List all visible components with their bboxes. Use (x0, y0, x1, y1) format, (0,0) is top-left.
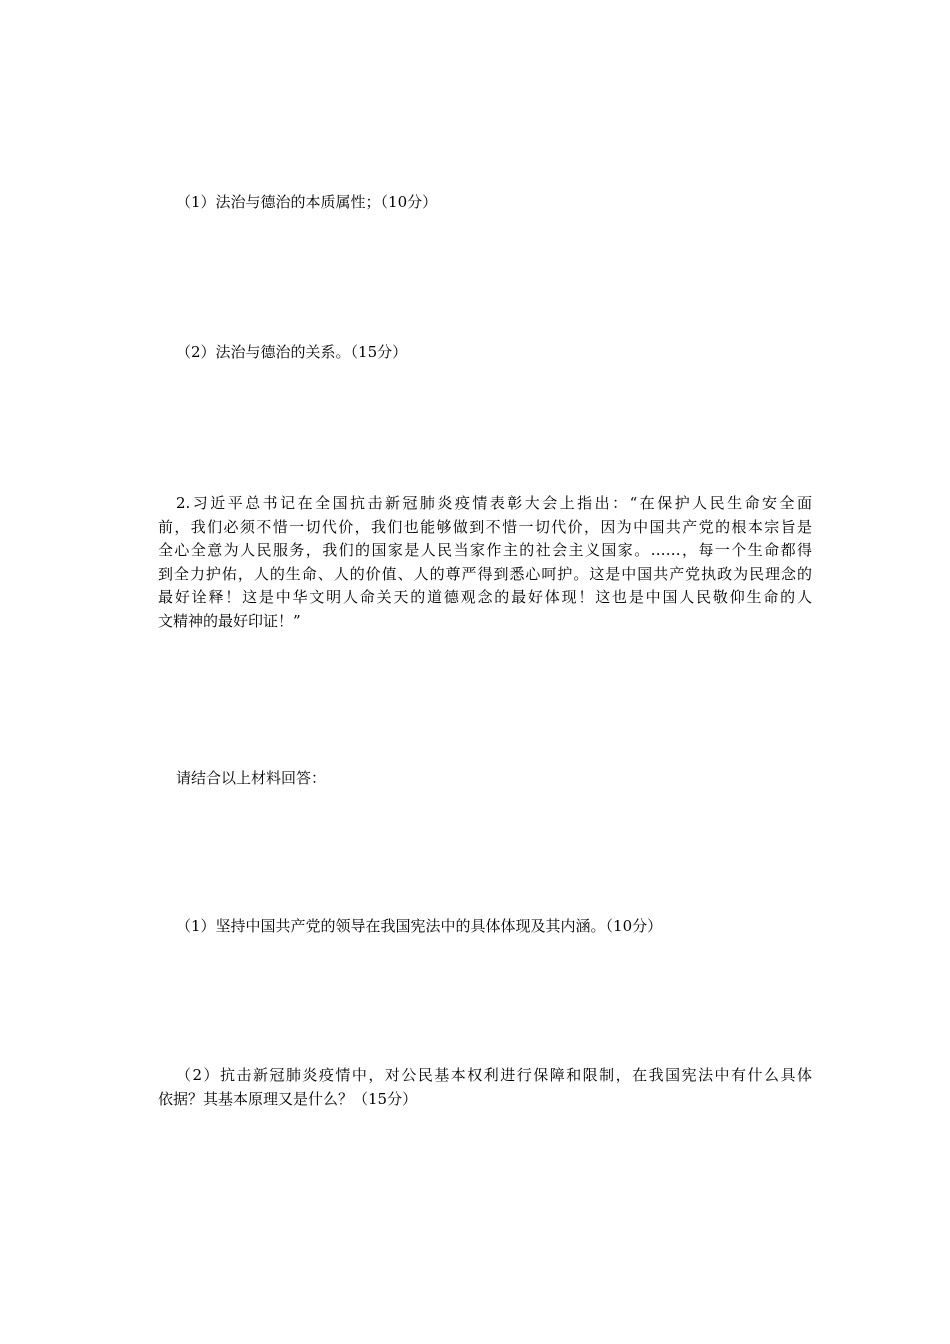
material-line: 全心全意为人民服务，我们的国家是人民当家作主的社会主义国家。……，每一个生命都得 (158, 541, 812, 559)
question-2-sub-2 (158, 1064, 812, 1111)
material-line: 文精神的最好印证！” (158, 611, 301, 630)
sub-2-line: （2）抗击新冠肺炎疫情中，对公民基本权利进行保障和限制，在我国宪法中有什么具体 (176, 1066, 812, 1084)
question-2-sub-1: （1）坚持中国共产党的领导在我国宪法中的具体体现及其内涵。（10分） (176, 917, 663, 935)
material-line: 到全力护佑，人的生命、人的价值、人的尊严得到悉心呵护。这是中国共产党执政为民理念的 (158, 564, 812, 583)
question-2-prompt: 请结合以上材料回答： (176, 769, 327, 787)
question-1-sub-1: （1）法治与德治的本质属性；（10分） (176, 193, 438, 211)
material-line: 2.习近平总书记在全国抗击新冠肺炎疫情表彰大会上指出：“在保护人民生命安全面 (176, 494, 812, 512)
sub-2-line: 依据？其基本原理又是什么？（15分） (158, 1089, 418, 1108)
question-2-material (158, 492, 812, 633)
material-line: 前，我们必须不惜一切代价，我们也能够做到不惜一切代价，因为中国共产党的根本宗旨是 (158, 517, 812, 536)
material-line: 最好诠释！这是中华文明人命关天的道德观念的最好体现！这也是中国人民敬仰生命的人 (158, 588, 812, 606)
question-1-sub-2: （2）法治与德治的关系。（15分） (176, 343, 408, 361)
